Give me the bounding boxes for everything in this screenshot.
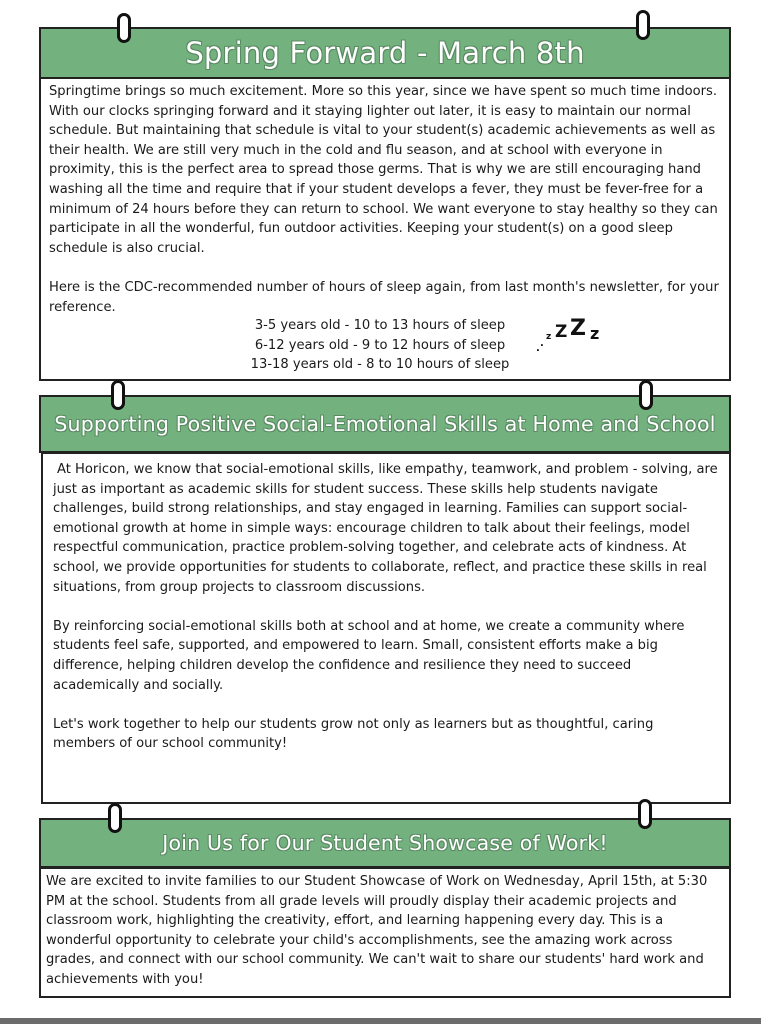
paragraph: Let's work together to help our students grow not only as learners but as thoughtful, caring members of our school community! — [53, 716, 654, 752]
binder-ring-icon — [638, 799, 652, 829]
zzz-sleep-icon: . . z Z Z z — [536, 316, 600, 354]
sleep-recommendation: 3-5 years old - 10 to 13 hours of sleep — [254, 318, 506, 333]
binder-ring-icon — [639, 380, 653, 410]
sleep-recommendations-list — [230, 316, 530, 375]
paragraph: Springtime brings so much excitement. More so this year, since we have spent so much time indoors. With our clocks springing forward and it staying lighter out later, it is easy to maintain our normal schedule. But maintaining that schedule is vital to your student(s) academic achievements as well as their health. We are still very much in the cold and flu season, and at school with everyone in proximity, this is the perfect area to spread those germs. That is why we are still encouraging hand washing all the time and require that if your student develops a fever, they must be fever-free for a minimum of 24 hours before they can return to school. We want everyone to stay healthy so they can participate in all the wonderful, fun outdoor activities. Keeping your student(s) on a good sleep schedule is also crucial. — [49, 84, 718, 256]
paragraph: At Horicon, we know that social-emotional skills, like empathy, teamwork, and problem - solving, are just as important as academic skills for student success. These skills help students navigate challenges, build strong relationships, and stay engaged in learning. Families can support social-emotional growth at home in simple ways: encourage children to talk about their feelings, model respectful communication, practice problem-solving together, and celebrate acts of kindness. At school, we provide opportunities for students to collaborate, reflect, and practice these skills in real situations, from group projects to classroom discussions. — [53, 462, 718, 595]
sleep-recommendation: 6-12 years old - 9 to 12 hours of sleep — [254, 337, 506, 353]
showcase-body — [39, 867, 731, 998]
showcase-header — [39, 818, 731, 868]
binder-ring-icon — [636, 10, 650, 40]
section-title: Spring Forward - March 8th — [185, 36, 585, 70]
paragraph: Here is the CDC-recommended number of hours of sleep again, from last month's newsletter, for your reference. — [49, 279, 719, 315]
social-emotional-header — [39, 395, 731, 453]
paragraph: By reinforcing social-emotional skills both at school and at home, we create a community where students feel safe, supported, and empowered to learn. Small, consistent efforts make a big difference, helping children develop the confidence and resilience they need to succeed academically and socially. — [53, 618, 685, 693]
social-emotional-body — [41, 452, 731, 804]
binder-ring-icon — [111, 380, 125, 410]
spring-forward-header — [39, 27, 731, 79]
binder-ring-icon — [117, 13, 131, 43]
page-bottom-edge — [0, 1018, 761, 1024]
paragraph: We are excited to invite families to our Student Showcase of Work on Wednesday, April 15th, at 5:30 PM at the school. Students from all grade levels will proudly display their academic projects and classroom work, highlighting the creativity, effort, and learning happening every day. This is a wonderful opportunity to celebrate your child's accomplishments, see the amazing work across grades, and connect with our school community. We can't wait to share our students' hard work and achievements with you! — [46, 874, 708, 987]
binder-ring-icon — [108, 803, 122, 833]
section-title: Join Us for Our Student Showcase of Work! — [162, 831, 608, 855]
section-title: Supporting Positive Social-Emotional Skills at Home and School — [54, 412, 716, 436]
sleep-recommendation: 13-18 years old - 8 to 10 hours of sleep — [250, 357, 510, 372]
